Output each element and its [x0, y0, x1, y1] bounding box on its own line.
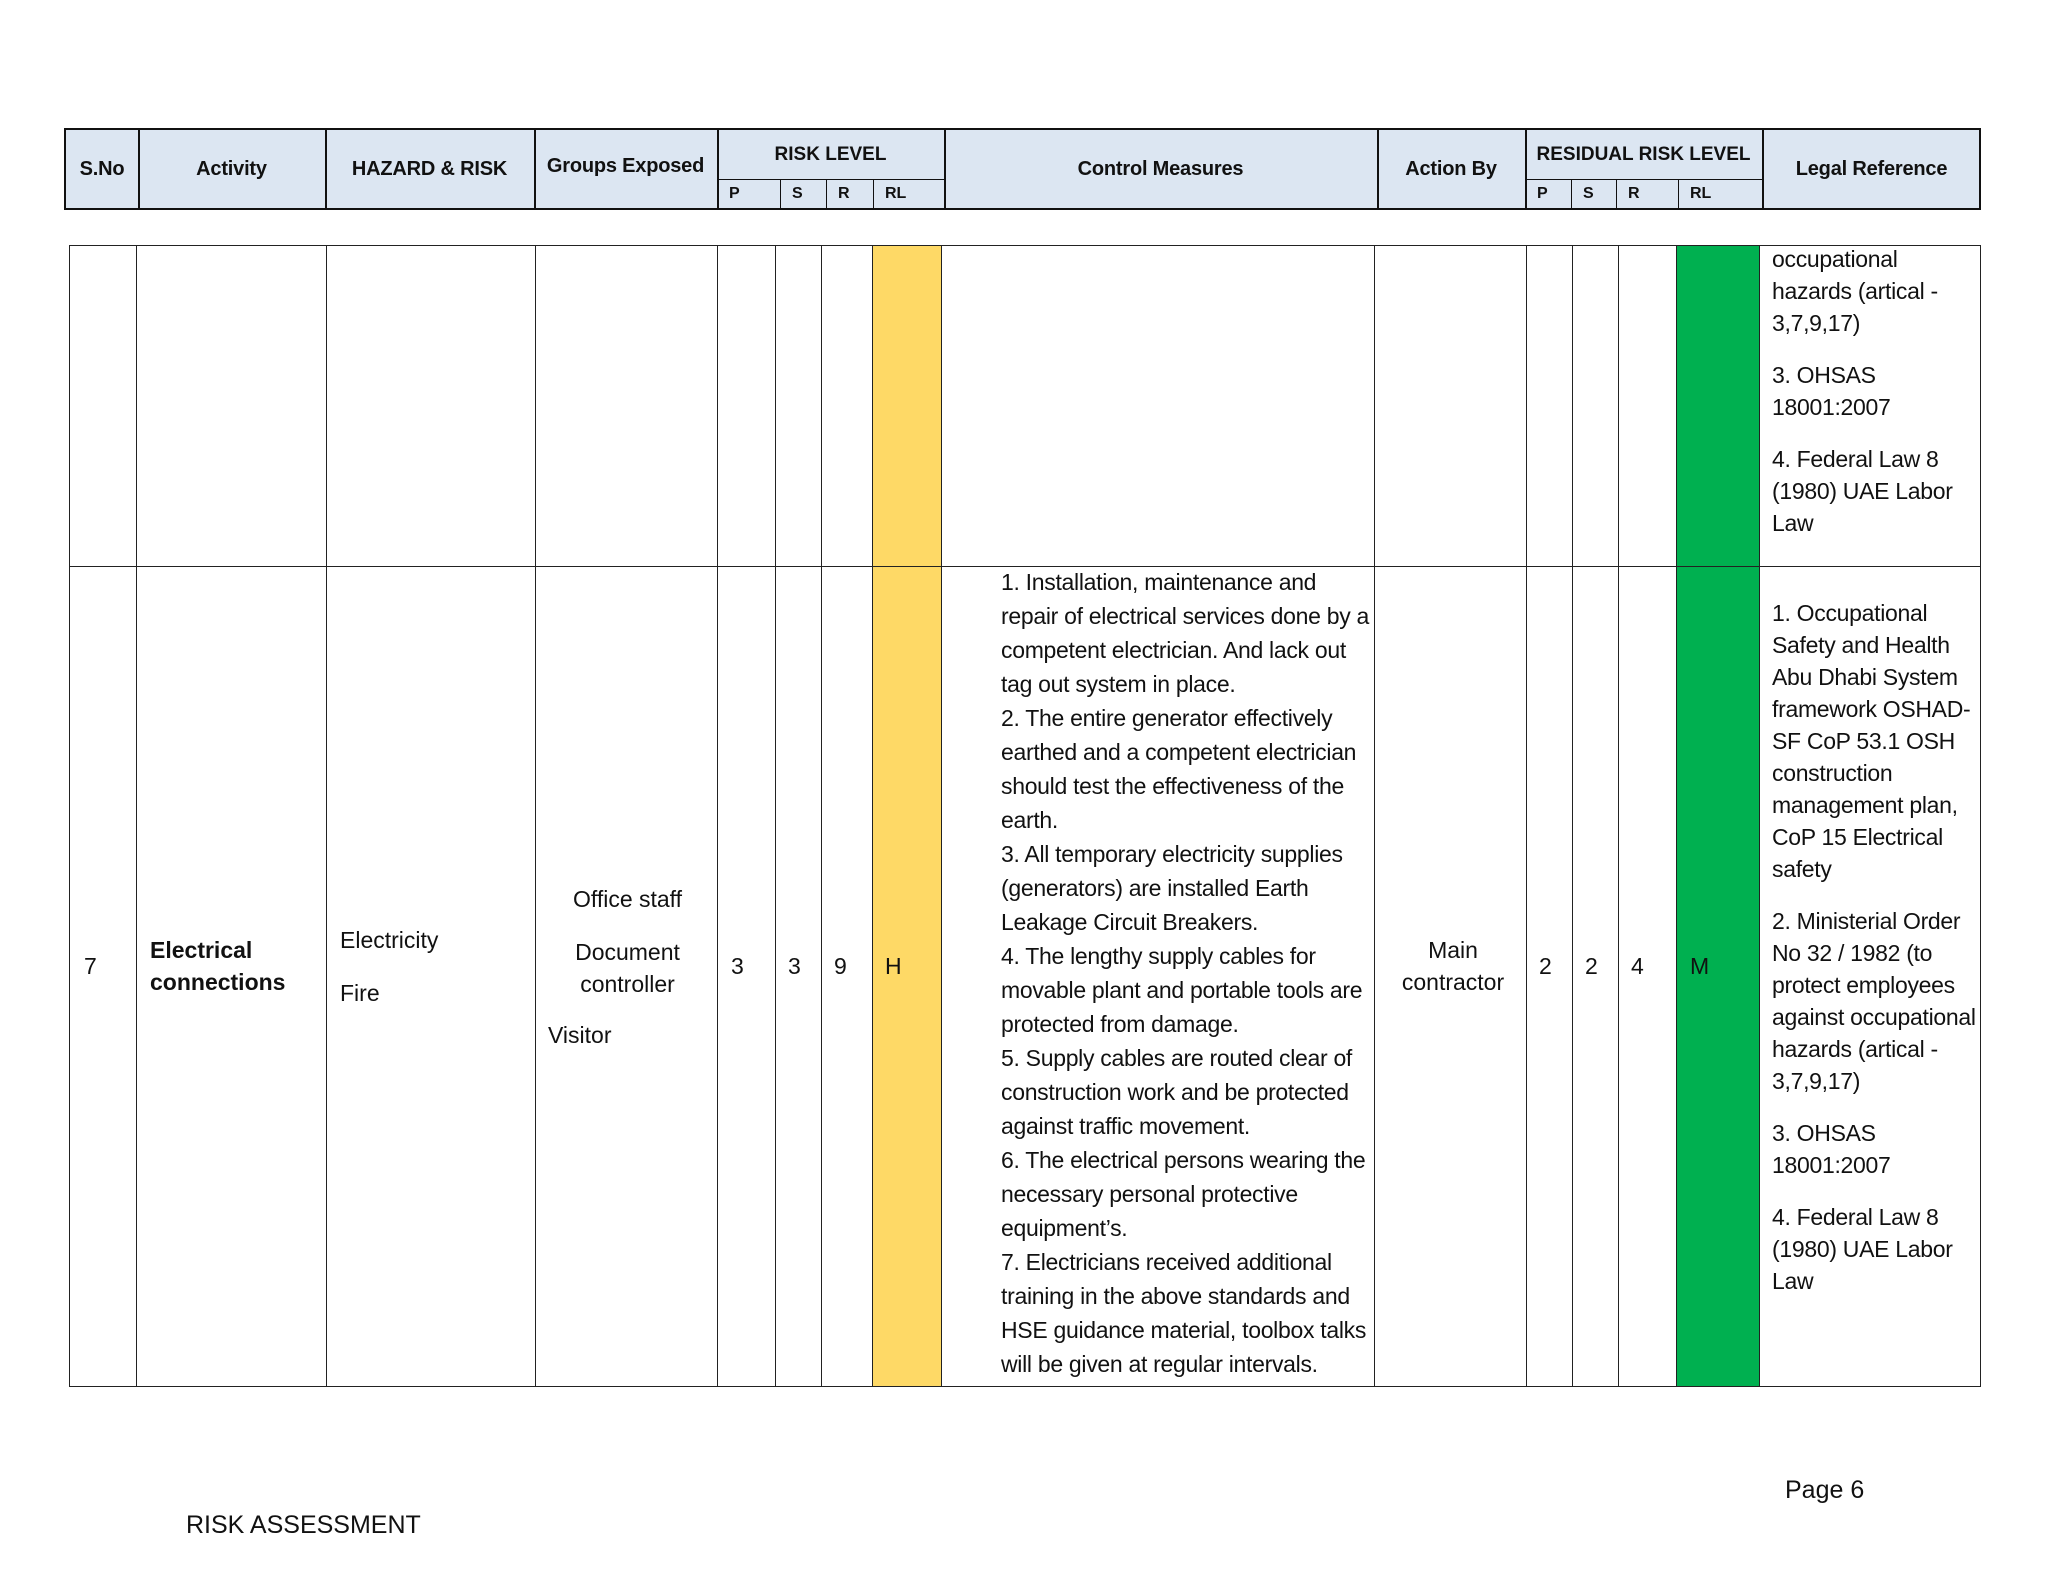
- row7-hazard-item: Fire: [340, 980, 380, 1006]
- header-risk-level: RISK LEVEL: [774, 143, 887, 165]
- continued-legal-item: 3. OHSAS 18001:2007: [1772, 362, 1891, 420]
- continued-legal-item: 4. Federal Law 8 (1980) UAE Labor Law: [1772, 446, 1953, 536]
- row7-legal-item: 2. Ministerial Order No 32 / 1982 (to protect employees against occupational hazards (artical - 3,7,9,17): [1772, 908, 1976, 1094]
- row7-residual-s: 2: [1585, 953, 1598, 979]
- risk-table-body: [69, 245, 1981, 1387]
- document-title: RISK ASSESSMENT: [186, 1511, 421, 1539]
- row7-risk-p: 3: [731, 953, 744, 979]
- page-number: Page 6: [1785, 1476, 1865, 1504]
- row7-legal-item: 3. OHSAS 18001:2007: [1772, 1120, 1891, 1178]
- header-residual-r: R: [1628, 185, 1640, 202]
- row7-risk-r: 9: [834, 953, 847, 979]
- row7-group-item: Office staff: [572, 886, 683, 912]
- row7-risk-s: 3: [788, 953, 801, 979]
- residual-level-fill: [1676, 246, 1759, 1386]
- header-risk-r: R: [838, 185, 850, 202]
- row7-legal-item: 1. Occupational Safety and Health Abu Dhabi System framework OSHAD-SF CoP 53.1 OSH construction management plan, CoP 15 Electrical safety: [1772, 600, 1971, 882]
- header-action-by: Action By: [1405, 157, 1497, 180]
- row7-residual-rl: M: [1690, 953, 1710, 979]
- row7-group-item: Visitor: [548, 1022, 612, 1048]
- header-control-measures: Control Measures: [1077, 157, 1244, 180]
- row7-action-by: Main contractor: [1401, 937, 1505, 995]
- row7-risk-rl: H: [885, 953, 902, 979]
- header-residual-p: P: [1537, 185, 1548, 202]
- row7-residual-r: 4: [1631, 953, 1644, 979]
- header-risk-s: S: [792, 185, 803, 202]
- row7-residual-p: 2: [1539, 953, 1552, 979]
- header-residual-s: S: [1583, 185, 1594, 202]
- row7-sno: 7: [84, 953, 97, 979]
- header-residual-risk-level: RESIDUAL RISK LEVEL: [1536, 143, 1751, 165]
- header-legal-reference: Legal Reference: [1795, 157, 1948, 180]
- table-header: [64, 128, 1981, 210]
- header-activity: Activity: [196, 157, 267, 180]
- row7-activity: Electrical connections: [150, 937, 286, 995]
- header-risk-p: P: [729, 185, 740, 202]
- row7-legal-reference: [1772, 597, 1977, 1317]
- row7-hazard-item: Electricity: [340, 927, 439, 953]
- risk-level-fill: [872, 246, 941, 1386]
- header-residual-rl: RL: [1690, 185, 1712, 202]
- row7-group-item: Document controller: [575, 939, 680, 997]
- header-risk-rl: RL: [885, 185, 907, 202]
- header-groups-exposed: Groups Exposed: [546, 154, 705, 177]
- header-hazard-risk: HAZARD & RISK: [351, 157, 508, 180]
- continued-legal-reference: [1772, 243, 1972, 559]
- continued-legal-item: occupational hazards (artical - 3,7,9,17): [1772, 246, 1938, 336]
- row7-control-measures: 1. Installation, maintenance and repair of electrical services done by a competent electrician. And lack out tag out system in place. 2. The entire generator effectively earthed and a competent electrician should test the effectiveness of the earth. 3. All temporary electricity supplies (generators) are installed Earth Leakage Circuit Breakers. 4. The lengthy supply cables for movable plant and portable tools are protected from damage. 5. Supply cables are routed clear of construction work and be protected against traffic movement. 6. The electrical persons wearing the necessary personal protective equipment’s. 7. Electricians received additional training in the above standards and HSE guidance material, toolbox talks will be given at regular intervals.: [1001, 569, 1369, 1377]
- header-sno: S.No: [79, 157, 125, 180]
- row7-legal-item: 4. Federal Law 8 (1980) UAE Labor Law: [1772, 1204, 1953, 1294]
